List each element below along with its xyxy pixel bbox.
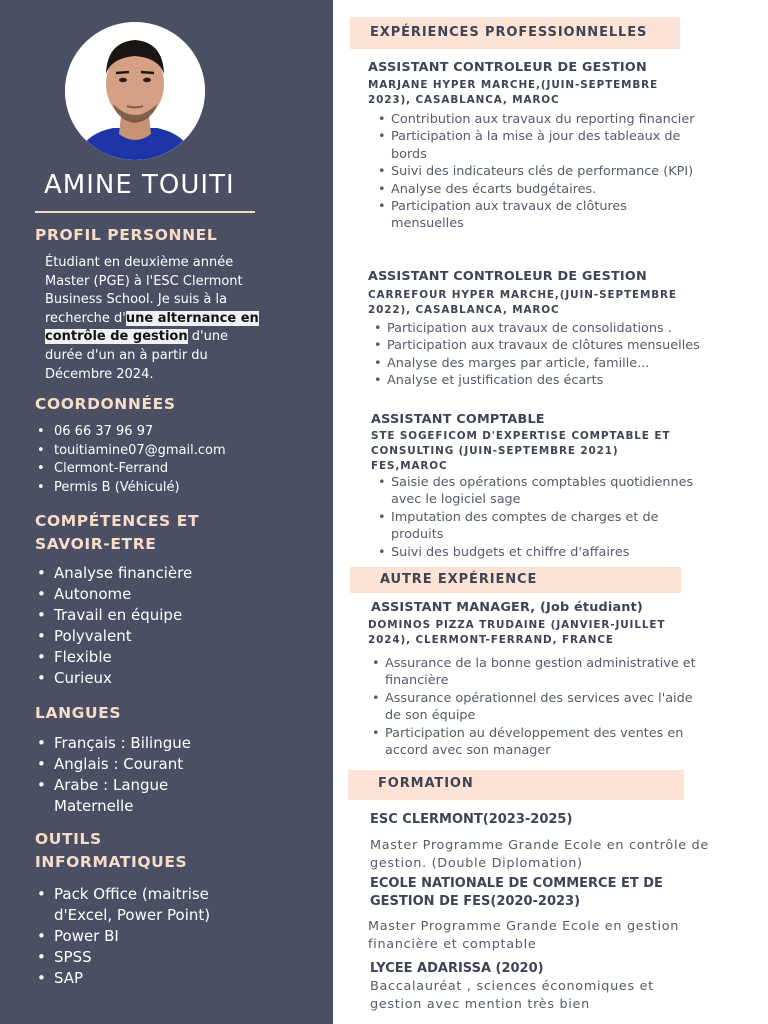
- tool-item: • Pack Office (maitrise d'Excel, Power Point): [51, 884, 256, 926]
- job-task: • Participation aux travaux de clôtures mensuelles: [387, 337, 707, 354]
- education-description: Master Programme Grande Ecole en contrôle de gestion. (Double Diplomation): [370, 838, 709, 871]
- contact-phone[interactable]: • 06 66 37 96 97: [51, 423, 226, 442]
- skill-item: • Analyse financière: [51, 563, 192, 584]
- education-band: [348, 770, 684, 800]
- job-title: ASSISTANT CONTROLEUR DE GESTION: [368, 269, 647, 284]
- tool-item: • Power BI: [51, 926, 256, 947]
- tool-item: • SPSS: [51, 947, 256, 968]
- main-column: [333, 0, 768, 1024]
- profile-heading: PROFIL PERSONNEL: [35, 226, 218, 244]
- languages-heading: LANGUES: [35, 704, 122, 722]
- job-task: • Assurance opérationnel des services avec l'aide de son équipe: [385, 690, 699, 725]
- tool-item: • SAP: [51, 968, 256, 989]
- skill-item: • Curieux: [51, 668, 192, 689]
- job-task: • Analyse et justification des écarts: [387, 372, 707, 389]
- skill-item: • Autonome: [51, 584, 192, 605]
- job-title: ASSISTANT CONTROLEUR DE GESTION: [368, 60, 647, 75]
- job-task: • Saisie des opérations comptables quotidiennes avec le logiciel sage: [391, 474, 703, 509]
- education-description: Baccalauréat , sciences économiques et gestion avec mention très bien: [370, 979, 654, 1012]
- candidate-name: AMINE TOUITI: [44, 170, 235, 200]
- job-company-line: CARREFOUR HYPER MARCHE,(JUIN-SEPTEMBRE: [368, 289, 677, 301]
- skills-heading-line-2: SAVOIR-ETRE: [35, 535, 157, 553]
- job-task: • Analyse des écarts budgétaires.: [391, 181, 699, 198]
- other-experience-heading: AUTRE EXPÉRIENCE: [380, 572, 538, 587]
- skills-list: [35, 563, 192, 689]
- tools-heading-line-2: INFORMATIQUES: [35, 853, 188, 871]
- name-divider: [35, 211, 255, 213]
- job-task: • Participation à la mise à jour des tableaux de bords: [391, 128, 699, 163]
- education-title: ESC CLERMONT(2023-2025): [370, 812, 573, 827]
- job-company-line: DOMINOS PIZZA TRUDAINE (JANVIER-JUILLET: [368, 619, 666, 631]
- experience-heading: EXPÉRIENCES PROFESSIONNELLES: [370, 25, 648, 40]
- job-task: • Participation aux travaux de clôtures mensuelles: [391, 198, 699, 233]
- job-company-line: 2023), CASABLANCA, MAROC: [368, 94, 560, 106]
- skill-item: • Travail en équipe: [51, 605, 192, 626]
- job-task: • Analyse des marges par article, famille...: [387, 355, 707, 372]
- contact-email[interactable]: • touitiamine07@gmail.com: [51, 442, 226, 461]
- language-item: • Anglais : Courant: [51, 754, 221, 775]
- job-company-line: 2022), CASABLANCA, MAROC: [368, 304, 560, 316]
- job-task: • Suivi des budgets et chiffre d'affaires: [391, 544, 703, 561]
- job-company: [368, 288, 677, 318]
- job-company: [368, 618, 665, 648]
- job-tasks: [369, 320, 707, 390]
- tools-heading-line-1: OUTILS: [35, 830, 102, 848]
- job-company: [368, 78, 658, 108]
- job-tasks: [373, 111, 699, 233]
- job-tasks: [367, 655, 699, 759]
- job-task: • Participation au développement des ventes en accord avec son manager: [385, 725, 699, 760]
- job-task: • Assurance de la bonne gestion administrative et financière: [385, 655, 699, 690]
- profile-text-end: d'une durée d'un an à partir du Décembre 2024.: [45, 329, 229, 382]
- contact-heading: COORDONNÉES: [35, 395, 176, 413]
- skill-item: • Polyvalent: [51, 626, 192, 647]
- job-task: • Suivi des indicateurs clés de performance (KPI): [391, 163, 699, 180]
- contact-city: • Clermont-Ferrand: [51, 460, 226, 479]
- tools-heading: [35, 828, 187, 874]
- job-company-line: STE SOGEFICOM D'EXPERTISE COMPTABLE ET: [371, 430, 671, 442]
- sidebar: [0, 0, 333, 1024]
- job-company: [371, 429, 670, 474]
- education-heading: FORMATION: [378, 776, 474, 791]
- job-title: ASSISTANT MANAGER, (Job étudiant): [371, 600, 643, 615]
- languages-list: [35, 733, 221, 817]
- job-task: • Imputation des comptes de charges et de produits: [391, 509, 703, 544]
- education-title: LYCEE ADARISSA (2020): [370, 961, 544, 976]
- contact-list: [35, 423, 226, 497]
- job-company-line: MARJANE HYPER MARCHE,(JUIN-SEPTEMBRE: [368, 79, 659, 91]
- language-item: • Français : Bilingue: [51, 733, 221, 754]
- job-tasks: [373, 474, 703, 561]
- skills-heading-line-1: COMPÉTENCES ET: [35, 512, 200, 530]
- job-company-line: 2024), CLERMONT-FERRAND, FRANCE: [368, 634, 614, 646]
- education-title: ECOLE NATIONALE DE COMMERCE ET DE GESTION DE FES(2020-2023): [370, 876, 663, 909]
- language-item: • Arabe : Langue Maternelle: [51, 775, 221, 817]
- contact-license: • Permis B (Véhiculé): [51, 479, 226, 498]
- job-title: ASSISTANT COMPTABLE: [371, 412, 545, 427]
- job-task: • Participation aux travaux de consolidations .: [387, 320, 707, 337]
- skill-item: • Flexible: [51, 647, 192, 668]
- profile-text-start: Étudiant en deuxième année Master (PGE) à l'ESC Clermont Business School. Je suis à la recherche d': [45, 255, 243, 326]
- other-experience-band: [350, 567, 681, 593]
- job-task: • Contribution aux travaux du reporting financier: [391, 111, 699, 128]
- tools-list: [35, 884, 256, 989]
- profile-photo: [65, 22, 205, 160]
- education-description: Master Programme Grande Ecole en gestion financière et comptable: [368, 919, 680, 952]
- profile-text-highlight: une alternance en contrôle de gestion: [45, 310, 259, 345]
- skills-heading: [35, 510, 199, 556]
- experience-heading-band: [350, 17, 680, 49]
- job-company-line: CONSULTING (JUIN-SEPTEMBRE 2021): [371, 445, 619, 457]
- job-company-line: FES,MAROC: [371, 460, 448, 472]
- profile-summary: [45, 254, 267, 384]
